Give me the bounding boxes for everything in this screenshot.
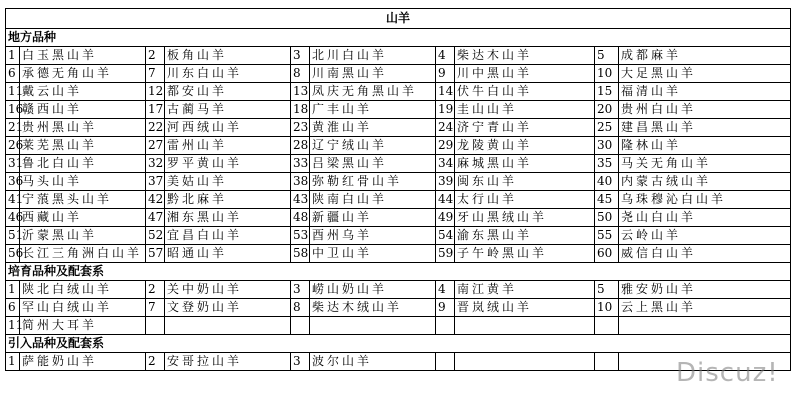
breed-number [291,317,310,335]
breed-name: 罕山白绒山羊 [20,299,146,317]
breed-number [436,317,455,335]
breed-number: 35 [595,155,619,173]
breed-name: 白玉黑山羊 [20,47,146,65]
breed-name: 陕北白绒山羊 [20,281,146,299]
breed-number: 3 [291,353,310,371]
breed-number: 37 [146,173,165,191]
table-row [6,65,791,83]
breed-name: 中卫山羊 [310,245,436,263]
breed-name: 柴达木绒山羊 [310,299,436,317]
breed-number [595,317,619,335]
breed-name: 崂山奶山羊 [310,281,436,299]
table-row [6,209,791,227]
breed-number [146,317,165,335]
breed-number: 31 [6,155,20,173]
breed-number: 23 [291,119,310,137]
breed-number: 10 [595,299,619,317]
table-row [6,137,791,155]
breed-name: 板角山羊 [165,47,291,65]
breed-name [455,353,595,371]
breed-name: 安哥拉山羊 [165,353,291,371]
breed-number: 22 [146,119,165,137]
breed-number: 58 [291,245,310,263]
breed-name: 伏牛白山羊 [455,83,595,101]
table-row [6,173,791,191]
breed-number: 2 [146,47,165,65]
breed-name: 沂蒙黑山羊 [20,227,146,245]
breed-name: 牙山黑绒山羊 [455,209,595,227]
table-row [6,47,791,65]
table-row [6,155,791,173]
section-heading: 地方品种 [6,29,791,47]
breed-number: 48 [291,209,310,227]
section-heading-row [6,29,791,47]
breed-number: 45 [595,191,619,209]
breed-number: 44 [436,191,455,209]
breed-name [619,317,791,335]
breed-name [310,317,436,335]
table-row [6,191,791,209]
breed-number: 3 [291,281,310,299]
table-row [6,353,791,371]
breed-number: 11 [6,83,20,101]
breed-number: 46 [6,209,20,227]
breed-number: 42 [146,191,165,209]
breed-number: 7 [146,65,165,83]
breed-number: 49 [436,209,455,227]
breed-name: 承德无角山羊 [20,65,146,83]
breed-number: 1 [6,281,20,299]
breed-name: 都安山羊 [165,83,291,101]
breed-name: 莱芜黑山羊 [20,137,146,155]
breed-name: 西藏山羊 [20,209,146,227]
breed-number: 7 [146,299,165,317]
breed-name: 贵州白山羊 [619,101,791,119]
breed-name: 弥勒红骨山羊 [310,173,436,191]
breed-name: 黔北麻羊 [165,191,291,209]
breed-name: 陕南白山羊 [310,191,436,209]
breed-name: 成都麻羊 [619,47,791,65]
breed-number: 5 [595,47,619,65]
breed-name: 尧山白山羊 [619,209,791,227]
table-row [6,119,791,137]
breed-number: 14 [436,83,455,101]
breed-number: 4 [436,281,455,299]
breed-number: 55 [595,227,619,245]
breed-name: 文登奶山羊 [165,299,291,317]
breed-number: 8 [291,299,310,317]
breed-number: 26 [6,137,20,155]
breed-number: 5 [595,281,619,299]
breed-number: 11 [6,317,20,335]
breed-name: 辽宁绒山羊 [310,137,436,155]
breed-number: 10 [595,65,619,83]
breed-name: 川东白山羊 [165,65,291,83]
breed-name: 川南黑山羊 [310,65,436,83]
breed-number: 56 [6,245,20,263]
breed-name: 子午岭黑山羊 [455,245,595,263]
breed-name: 太行山羊 [455,191,595,209]
breed-number: 25 [595,119,619,137]
breed-number [436,353,455,371]
goat-breed-table [5,8,791,371]
breed-name: 隆林山羊 [619,137,791,155]
breed-name: 贵州黑山羊 [20,119,146,137]
table-row [6,245,791,263]
breed-number: 15 [595,83,619,101]
breed-name: 内蒙古绒山羊 [619,173,791,191]
breed-name: 萨能奶山羊 [20,353,146,371]
breed-name: 古蔺马羊 [165,101,291,119]
breed-number: 9 [436,299,455,317]
breed-name: 罗平黄山羊 [165,155,291,173]
title-row [6,9,791,29]
breed-number: 20 [595,101,619,119]
section-heading-row [6,263,791,281]
table-row [6,317,791,335]
table-title: 山羊 [6,9,791,29]
breed-name: 简州大耳羊 [20,317,146,335]
table-row [6,101,791,119]
breed-number: 21 [6,119,20,137]
breed-number: 30 [595,137,619,155]
section-heading: 培育品种及配套系 [6,263,791,281]
breed-name: 长江三角洲白山羊 [20,245,146,263]
breed-number: 60 [595,245,619,263]
breed-name: 晋岚绒山羊 [455,299,595,317]
section-heading-row [6,335,791,353]
breed-name: 黄淮山羊 [310,119,436,137]
breed-number: 59 [436,245,455,263]
breed-number: 52 [146,227,165,245]
breed-number: 51 [6,227,20,245]
breed-name: 戴云山羊 [20,83,146,101]
breed-number: 33 [291,155,310,173]
breed-number: 17 [146,101,165,119]
breed-number: 1 [6,353,20,371]
breed-name: 圭山山羊 [455,101,595,119]
breed-name: 北川白山羊 [310,47,436,65]
breed-number: 28 [291,137,310,155]
breed-number: 13 [291,83,310,101]
breed-name: 宁蒗黑头山羊 [20,191,146,209]
breed-name: 渝东黑山羊 [455,227,595,245]
breed-name: 雷州山羊 [165,137,291,155]
breed-number: 8 [291,65,310,83]
breed-number: 29 [436,137,455,155]
breed-name: 闽东山羊 [455,173,595,191]
breed-name: 赣西山羊 [20,101,146,119]
breed-number: 6 [6,299,20,317]
breed-name: 吕梁黑山羊 [310,155,436,173]
breed-number: 6 [6,65,20,83]
breed-name: 龙陵黄山羊 [455,137,595,155]
breed-name: 新疆山羊 [310,209,436,227]
breed-name: 济宁青山羊 [455,119,595,137]
breed-name: 宜昌白山羊 [165,227,291,245]
breed-name: 马头山羊 [20,173,146,191]
breed-name: 麻城黑山羊 [455,155,595,173]
table-row [6,299,791,317]
breed-number: 27 [146,137,165,155]
breed-name: 美姑山羊 [165,173,291,191]
breed-number: 40 [595,173,619,191]
breed-name [455,317,595,335]
breed-name: 酉州乌羊 [310,227,436,245]
breed-name: 建昌黑山羊 [619,119,791,137]
breed-name: 福清山羊 [619,83,791,101]
breed-name: 南江黄羊 [455,281,595,299]
breed-name: 昭通山羊 [165,245,291,263]
breed-name: 河西绒山羊 [165,119,291,137]
discuz-watermark: Discuz! [676,358,779,388]
breed-name: 大足黑山羊 [619,65,791,83]
breed-number [595,353,619,371]
breed-name: 云岭山羊 [619,227,791,245]
breed-number: 3 [291,47,310,65]
breed-number: 1 [6,47,20,65]
table-row [6,281,791,299]
breed-number: 2 [146,281,165,299]
breed-name: 马关无角山羊 [619,155,791,173]
breed-number: 38 [291,173,310,191]
breed-name: 波尔山羊 [310,353,436,371]
breed-number: 41 [6,191,20,209]
breed-number: 2 [146,353,165,371]
breed-number: 43 [291,191,310,209]
breed-name: 乌珠穆沁白山羊 [619,191,791,209]
breed-name [165,317,291,335]
breed-number: 54 [436,227,455,245]
table-body [6,9,791,371]
breed-name: 威信白山羊 [619,245,791,263]
breed-number: 12 [146,83,165,101]
table-row [6,83,791,101]
breed-number: 50 [595,209,619,227]
breed-number: 16 [6,101,20,119]
breed-name: 雅安奶山羊 [619,281,791,299]
section-heading: 引入品种及配套系 [6,335,791,353]
breed-name: 湘东黑山羊 [165,209,291,227]
breed-number: 18 [291,101,310,119]
breed-name: 鲁北白山羊 [20,155,146,173]
breed-number: 24 [436,119,455,137]
breed-number: 4 [436,47,455,65]
breed-number: 39 [436,173,455,191]
breed-name: 云上黑山羊 [619,299,791,317]
breed-number: 32 [146,155,165,173]
breed-number: 9 [436,65,455,83]
breed-name: 凤庆无角黑山羊 [310,83,436,101]
breed-name: 广丰山羊 [310,101,436,119]
breed-number: 34 [436,155,455,173]
breed-number: 53 [291,227,310,245]
breed-number: 57 [146,245,165,263]
breed-name: 柴达木山羊 [455,47,595,65]
breed-name: 川中黑山羊 [455,65,595,83]
breed-number: 19 [436,101,455,119]
breed-number: 36 [6,173,20,191]
breed-name: 关中奶山羊 [165,281,291,299]
breed-number: 47 [146,209,165,227]
table-row [6,227,791,245]
